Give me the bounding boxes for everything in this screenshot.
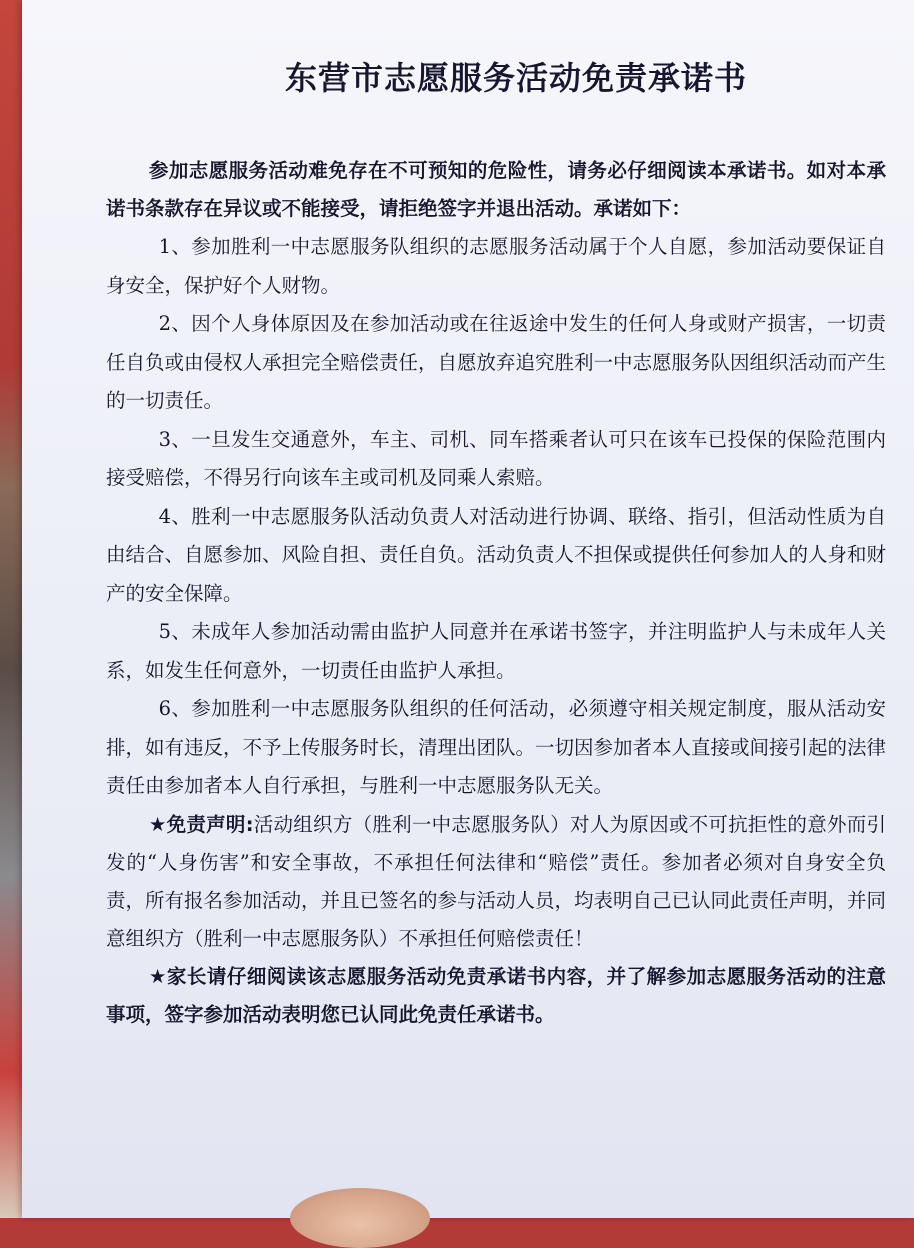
disclaimer-paragraph: [106, 806, 886, 958]
disclaimer-text: 活动组织方（胜利一中志愿服务队）对人为原因或不可抗拒性的意外而引发的“人身伤害”和安全事故，不承担任何法律和“赔偿”责任。参加者必须对自身安全负责，所有报名参加活动，并且已签名的参与活动人员，均表明自己已认同此责任声明，并同意组织方（胜利一中志愿服务队）不承担任何赔偿责任！: [106, 812, 887, 950]
disclaimer-label: ★免责声明:: [148, 812, 254, 836]
clause-5: 5、未成年人参加活动需由监护人同意并在承诺书签字，并注明监护人与未成年人关系，如发生任何意外，一切责任由监护人承担。: [106, 620, 886, 682]
clause-1: 1、参加胜利一中志愿服务队组织的志愿服务活动属于个人自愿，参加活动要保证自身安全，保护好个人财物。: [106, 235, 886, 297]
paper-sheet: [22, 0, 914, 1218]
parent-note-paragraph: ★家长请仔细阅读该志愿服务活动免责承诺书内容，并了解参加志愿服务活动的注意事项，签字参加活动表明您已认同此免责任承诺书。: [106, 964, 886, 1026]
clause-4: 4、胜利一中志愿服务队活动负责人对活动进行协调、联络、指引，但活动性质为自由结合、自愿参加、风险自担、责任自负。活动负责人不担保或提供任何参加人的人身和财产的安全保障。: [106, 504, 887, 605]
clause-6: 6、参加胜利一中志愿服务队组织的任何活动，必须遵守相关规定制度，服从活动安排，如有违反，不予上传服务时长，清理出团队。一切因参加者本人直接或间接引起的法律责任由参加者本人自行承担，与胜利一中志愿服务队无关。: [106, 697, 887, 797]
document-title: 东营市志愿服务活动免责承诺书: [284, 59, 747, 97]
clause-2: 2、因个人身体原因及在参加活动或在往返途中发生的任何人身或财产损害，一切责任自负或由侵权人承担完全赔偿责任，自愿放弃追究胜利一中志愿服务队因组织活动而产生的一切责任。: [106, 312, 887, 412]
finger-thumb: [290, 1188, 430, 1248]
intro-paragraph: 参加志愿服务活动难免存在不可预知的危险性，请务必仔细阅读本承诺书。如对本承诺书条款存在异议或不能接受，请拒绝签字并退出活动。承诺如下：: [106, 159, 886, 220]
disclaimer-document: [106, 56, 886, 1034]
clause-3: 3、一旦发生交通意外，车主、司机、同车搭乘者认可只在该车已投保的保险范围内接受赔偿，不得另行向该车主或司机及同乘人索赔。: [106, 427, 886, 489]
